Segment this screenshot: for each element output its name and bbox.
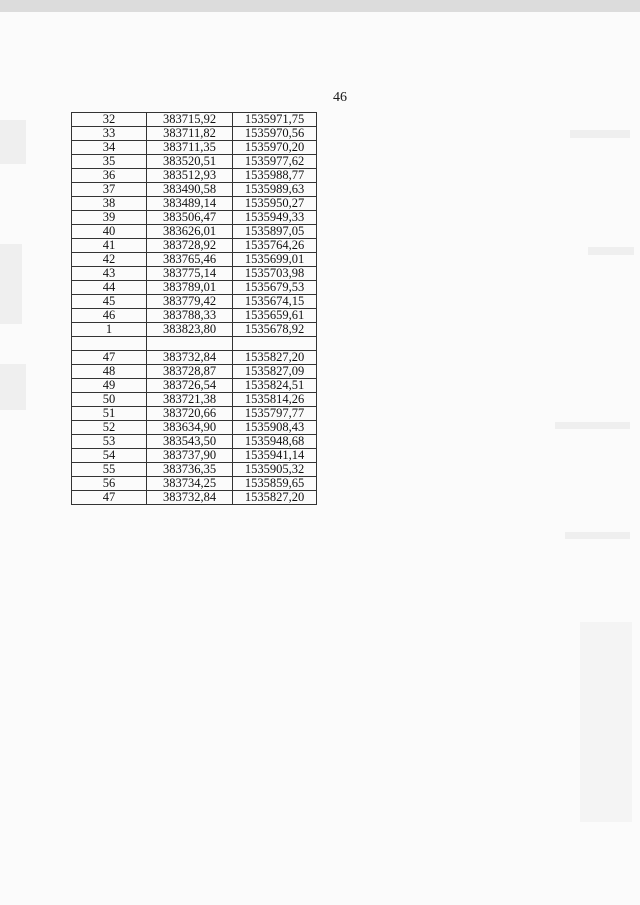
y-coordinate-cell: 1535905,32 xyxy=(233,463,317,477)
bleed-through-mark xyxy=(588,247,634,255)
y-coordinate-cell: 1535859,65 xyxy=(233,477,317,491)
table-row xyxy=(72,141,317,155)
point-number-cell: 35 xyxy=(72,155,147,169)
table-row xyxy=(72,183,317,197)
point-number-cell: 33 xyxy=(72,127,147,141)
y-coordinate-cell: 1535950,27 xyxy=(233,197,317,211)
table-row xyxy=(72,281,317,295)
y-coordinate-cell: 1535941,14 xyxy=(233,449,317,463)
table-row xyxy=(72,477,317,491)
y-coordinate-cell: 1535797,77 xyxy=(233,407,317,421)
x-coordinate-cell: 383779,42 xyxy=(147,295,233,309)
x-coordinate-cell: 383520,51 xyxy=(147,155,233,169)
y-coordinate-cell: 1535764,26 xyxy=(233,239,317,253)
table-row xyxy=(72,239,317,253)
point-number-cell: 49 xyxy=(72,379,147,393)
x-coordinate-cell: 383715,92 xyxy=(147,113,233,127)
y-coordinate-cell: 1535679,53 xyxy=(233,281,317,295)
point-number-cell: 41 xyxy=(72,239,147,253)
bleed-through-mark xyxy=(580,622,632,822)
x-coordinate-cell: 383765,46 xyxy=(147,253,233,267)
table-row xyxy=(72,169,317,183)
table-row xyxy=(72,323,317,337)
point-number-cell: 39 xyxy=(72,211,147,225)
table-row xyxy=(72,463,317,477)
point-number-cell: 44 xyxy=(72,281,147,295)
point-number-cell: 52 xyxy=(72,421,147,435)
x-coordinate-cell: 383775,14 xyxy=(147,267,233,281)
x-coordinate-cell: 383734,25 xyxy=(147,477,233,491)
bleed-through-mark xyxy=(570,130,630,138)
y-coordinate-cell: 1535703,98 xyxy=(233,267,317,281)
table-row xyxy=(72,113,317,127)
x-coordinate-cell: 383711,35 xyxy=(147,141,233,155)
y-coordinate-cell xyxy=(233,337,317,351)
table-row xyxy=(72,309,317,323)
x-coordinate-cell: 383634,90 xyxy=(147,421,233,435)
table-row xyxy=(72,449,317,463)
x-coordinate-cell: 383490,58 xyxy=(147,183,233,197)
point-number-cell: 1 xyxy=(72,323,147,337)
point-number-cell: 47 xyxy=(72,351,147,365)
y-coordinate-cell: 1535659,61 xyxy=(233,309,317,323)
point-number-cell: 40 xyxy=(72,225,147,239)
coordinates-table xyxy=(71,112,317,505)
x-coordinate-cell: 383720,66 xyxy=(147,407,233,421)
point-number-cell xyxy=(72,337,147,351)
table-row xyxy=(72,253,317,267)
y-coordinate-cell: 1535977,62 xyxy=(233,155,317,169)
table-row xyxy=(72,337,317,351)
table-row xyxy=(72,127,317,141)
y-coordinate-cell: 1535699,01 xyxy=(233,253,317,267)
point-number-cell: 42 xyxy=(72,253,147,267)
y-coordinate-cell: 1535827,20 xyxy=(233,351,317,365)
table-row xyxy=(72,435,317,449)
table-row xyxy=(72,267,317,281)
y-coordinate-cell: 1535678,92 xyxy=(233,323,317,337)
point-number-cell: 50 xyxy=(72,393,147,407)
point-number-cell: 43 xyxy=(72,267,147,281)
point-number-cell: 34 xyxy=(72,141,147,155)
page-number: 46 xyxy=(333,90,347,105)
point-number-cell: 48 xyxy=(72,365,147,379)
x-coordinate-cell: 383489,14 xyxy=(147,197,233,211)
point-number-cell: 47 xyxy=(72,491,147,505)
point-number-cell: 51 xyxy=(72,407,147,421)
x-coordinate-cell: 383823,80 xyxy=(147,323,233,337)
bleed-through-mark xyxy=(0,120,26,164)
bleed-through-mark xyxy=(555,422,630,429)
coordinates-table-body xyxy=(72,113,317,505)
x-coordinate-cell: 383721,38 xyxy=(147,393,233,407)
y-coordinate-cell: 1535948,68 xyxy=(233,435,317,449)
point-number-cell: 37 xyxy=(72,183,147,197)
bleed-through-mark xyxy=(0,244,22,324)
x-coordinate-cell: 383506,47 xyxy=(147,211,233,225)
y-coordinate-cell: 1535988,77 xyxy=(233,169,317,183)
y-coordinate-cell: 1535971,75 xyxy=(233,113,317,127)
y-coordinate-cell: 1535674,15 xyxy=(233,295,317,309)
table-row xyxy=(72,351,317,365)
table-row xyxy=(72,491,317,505)
x-coordinate-cell: 383789,01 xyxy=(147,281,233,295)
point-number-cell: 36 xyxy=(72,169,147,183)
x-coordinate-cell: 383736,35 xyxy=(147,463,233,477)
x-coordinate-cell: 383711,82 xyxy=(147,127,233,141)
bleed-through-mark xyxy=(565,532,630,539)
point-number-cell: 46 xyxy=(72,309,147,323)
table-row xyxy=(72,379,317,393)
table-row xyxy=(72,211,317,225)
point-number-cell: 56 xyxy=(72,477,147,491)
y-coordinate-cell: 1535827,20 xyxy=(233,491,317,505)
table-row xyxy=(72,295,317,309)
point-number-cell: 32 xyxy=(72,113,147,127)
x-coordinate-cell: 383728,92 xyxy=(147,239,233,253)
x-coordinate-cell: 383732,84 xyxy=(147,351,233,365)
y-coordinate-cell: 1535827,09 xyxy=(233,365,317,379)
x-coordinate-cell: 383788,33 xyxy=(147,309,233,323)
x-coordinate-cell: 383512,93 xyxy=(147,169,233,183)
y-coordinate-cell: 1535970,20 xyxy=(233,141,317,155)
y-coordinate-cell: 1535970,56 xyxy=(233,127,317,141)
point-number-cell: 54 xyxy=(72,449,147,463)
x-coordinate-cell: 383728,87 xyxy=(147,365,233,379)
point-number-cell: 38 xyxy=(72,197,147,211)
table-row xyxy=(72,407,317,421)
y-coordinate-cell: 1535989,63 xyxy=(233,183,317,197)
x-coordinate-cell: 383732,84 xyxy=(147,491,233,505)
y-coordinate-cell: 1535814,26 xyxy=(233,393,317,407)
table-row xyxy=(72,393,317,407)
y-coordinate-cell: 1535949,33 xyxy=(233,211,317,225)
point-number-cell: 45 xyxy=(72,295,147,309)
y-coordinate-cell: 1535908,43 xyxy=(233,421,317,435)
bleed-through-mark xyxy=(0,364,26,410)
x-coordinate-cell: 383543,50 xyxy=(147,435,233,449)
point-number-cell: 55 xyxy=(72,463,147,477)
x-coordinate-cell: 383626,01 xyxy=(147,225,233,239)
y-coordinate-cell: 1535824,51 xyxy=(233,379,317,393)
table-row xyxy=(72,197,317,211)
table-row xyxy=(72,365,317,379)
scan-top-edge xyxy=(0,0,640,12)
table-row xyxy=(72,225,317,239)
x-coordinate-cell: 383737,90 xyxy=(147,449,233,463)
x-coordinate-cell: 383726,54 xyxy=(147,379,233,393)
x-coordinate-cell xyxy=(147,337,233,351)
point-number-cell: 53 xyxy=(72,435,147,449)
y-coordinate-cell: 1535897,05 xyxy=(233,225,317,239)
table-row xyxy=(72,155,317,169)
table-row xyxy=(72,421,317,435)
